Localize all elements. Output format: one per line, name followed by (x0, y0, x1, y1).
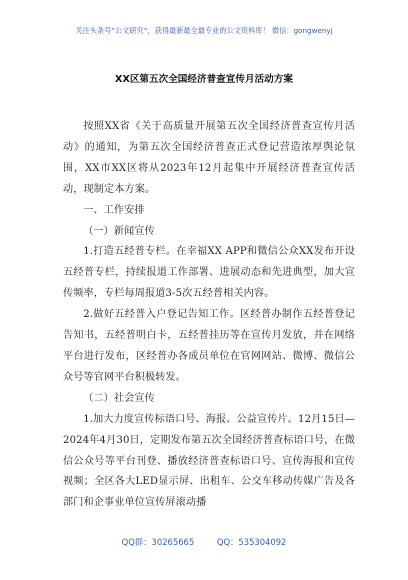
header-banner: 关注头条号“公文研究”，获得最新最全最专业的公文资料库！ 微信：gongwenyj (75, 26, 333, 35)
document-body (63, 117, 355, 514)
intro-paragraph: 按照XX省《关于高质量开展第五次全国经济普查宣传月活动》的通知，为第五次全国经济普查正式登记营造浓厚舆论氛围，XX市XX区将从2023年12月起集中开展经济普查宣传活动，现制定本方案。 (63, 121, 355, 195)
body-paragraph: 1.打造五经普专栏。在幸福XX APP和微信公众XX发布开设五经普专栏，持续报道工作部署、进展动态和先进典型，加大宣传频率，专栏每周报道3-5次五经普相关内容。 (63, 246, 355, 300)
section-heading: 一、工作安排 (83, 204, 145, 216)
qq-number: QQ：535304092 (216, 537, 287, 547)
subsection-heading: （一）新闻宣传 (83, 225, 155, 237)
footer-contact (0, 536, 408, 548)
body-paragraph: 2.做好五经普入户登记告知工作。区经普办制作五经普登记告知书，五经普明白卡，五经普挂历等在宣传月发放，并在网络平台进行发布，区经普办各成员单位在官网网站、微博、微信公众号等官网平台积极转发。 (63, 309, 355, 383)
qq-group: QQ群：30265665 (121, 537, 195, 547)
document-title: XX区第五次全国经济普查宣传月活动方案 (115, 74, 293, 85)
body-paragraph: 1.加大力度宣传标语口号、海报、公益宣传片。12月15日—2024年4月30日，定期发布第五次全国经济普查标语口号，在微信公众号等平台刊登、播放经济普查标语口号、宣传海报和宣传视频；全区各大LED显示屏、出租车、公交车移动传媒广告及各部门和企事业单位宣传屏滚动播 (63, 413, 356, 509)
subsection-heading: （二）社会宣传 (83, 392, 155, 404)
